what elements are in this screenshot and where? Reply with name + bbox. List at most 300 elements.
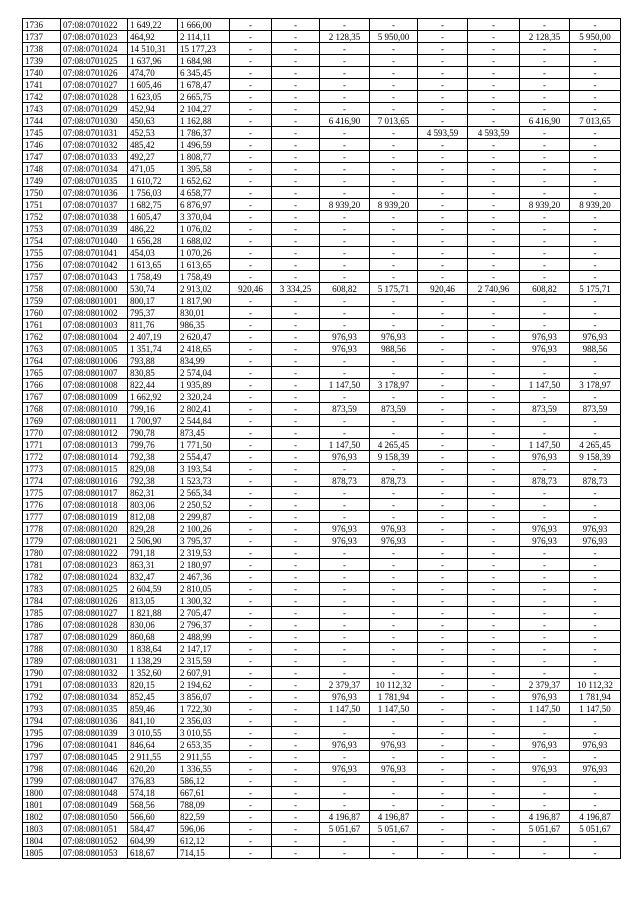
cell-value-col-8: -: [370, 187, 418, 199]
cell-value-col-5: -: [230, 43, 272, 55]
cell-value-col-8: -: [370, 319, 418, 331]
cell-value-col-3: 862,31: [128, 487, 178, 499]
cell-value-col-4: 1 786,37: [178, 127, 230, 139]
cell-value-col-7: -: [320, 103, 370, 115]
cell-value-col-5: -: [230, 211, 272, 223]
cell-value-col-7: -: [320, 427, 370, 439]
cell-cadastral-number: 07:08:0801041: [61, 739, 128, 751]
table-row: [23, 331, 621, 343]
cell-value-col-11: -: [520, 847, 570, 859]
cell-value-col-8: -: [370, 127, 418, 139]
cell-value-col-11: -: [520, 91, 570, 103]
cell-value-col-8: 976,93: [370, 763, 418, 775]
cell-value-col-12: -: [570, 775, 621, 787]
cell-cadastral-number: 07:08:0801002: [61, 307, 128, 319]
cell-value-col-12: -: [570, 511, 621, 523]
cell-value-col-11: -: [520, 715, 570, 727]
cell-value-col-5: -: [230, 487, 272, 499]
cell-value-col-11: -: [520, 235, 570, 247]
cell-value-col-3: 1 662,92: [128, 391, 178, 403]
table-row: [23, 307, 621, 319]
cell-value-col-12: -: [570, 631, 621, 643]
cell-value-col-5: -: [230, 115, 272, 127]
cell-value-col-4: 1 162,88: [178, 115, 230, 127]
cell-value-col-12: 10 112,32: [570, 679, 621, 691]
cell-row-number: 1778: [23, 523, 61, 535]
cell-row-number: 1751: [23, 199, 61, 211]
cell-row-number: 1762: [23, 331, 61, 343]
cell-value-col-12: -: [570, 91, 621, 103]
cell-value-col-7: -: [320, 175, 370, 187]
cell-value-col-5: -: [230, 235, 272, 247]
cell-value-col-4: 2 299,87: [178, 511, 230, 523]
cell-value-col-9: -: [418, 187, 468, 199]
table-row: [23, 283, 621, 295]
cell-value-col-12: 5 051,67: [570, 823, 621, 835]
cell-cadastral-number: 07:08:0701024: [61, 43, 128, 55]
cell-value-col-3: 584,47: [128, 823, 178, 835]
cell-value-col-4: 1 935,89: [178, 379, 230, 391]
cell-value-col-7: 878,73: [320, 475, 370, 487]
cell-row-number: 1768: [23, 403, 61, 415]
cell-value-col-10: -: [468, 403, 520, 415]
cell-value-col-6: -: [272, 67, 320, 79]
table-row: [23, 343, 621, 355]
cell-value-col-6: -: [272, 199, 320, 211]
cell-value-col-7: -: [320, 307, 370, 319]
cell-value-col-5: -: [230, 523, 272, 535]
cell-value-col-10: -: [468, 631, 520, 643]
cell-row-number: 1782: [23, 571, 61, 583]
cell-value-col-4: 1 336,55: [178, 763, 230, 775]
cell-value-col-12: 878,73: [570, 475, 621, 487]
table-row: [23, 559, 621, 571]
cell-value-col-6: -: [272, 247, 320, 259]
cell-value-col-3: 464,92: [128, 31, 178, 43]
cell-value-col-12: -: [570, 247, 621, 259]
cell-value-col-7: -: [320, 787, 370, 799]
table-row: [23, 823, 621, 835]
cell-value-col-10: -: [468, 811, 520, 823]
cell-value-col-8: 5 950,00: [370, 31, 418, 43]
cell-value-col-3: 530,74: [128, 283, 178, 295]
cell-cadastral-number: 07:08:0801021: [61, 535, 128, 547]
cell-value-col-3: 568,56: [128, 799, 178, 811]
cell-value-col-10: -: [468, 295, 520, 307]
cell-cadastral-number: 07:08:0701023: [61, 31, 128, 43]
cell-value-col-3: 471,05: [128, 163, 178, 175]
cell-value-col-7: 976,93: [320, 691, 370, 703]
table-row: [23, 727, 621, 739]
cell-value-col-9: -: [418, 379, 468, 391]
cell-value-col-7: 976,93: [320, 535, 370, 547]
cell-value-col-12: -: [570, 127, 621, 139]
cell-value-col-10: -: [468, 763, 520, 775]
cell-value-col-8: 7 013,65: [370, 115, 418, 127]
cell-value-col-3: 2 407,19: [128, 331, 178, 343]
cell-row-number: 1753: [23, 223, 61, 235]
table-row: [23, 199, 621, 211]
cell-value-col-10: -: [468, 571, 520, 583]
cell-value-col-7: -: [320, 583, 370, 595]
cell-value-col-7: 2 128,35: [320, 31, 370, 43]
cell-value-col-6: -: [272, 223, 320, 235]
cell-value-col-9: -: [418, 835, 468, 847]
cell-value-col-7: -: [320, 415, 370, 427]
cell-value-col-4: 873,45: [178, 427, 230, 439]
cell-value-col-9: -: [418, 679, 468, 691]
cell-value-col-12: -: [570, 607, 621, 619]
cell-value-col-9: -: [418, 523, 468, 535]
cell-cadastral-number: 07:08:0801036: [61, 715, 128, 727]
cell-value-col-8: 976,93: [370, 535, 418, 547]
cell-value-col-11: -: [520, 127, 570, 139]
cell-value-col-3: 618,67: [128, 847, 178, 859]
cell-row-number: 1772: [23, 451, 61, 463]
cell-value-col-12: -: [570, 259, 621, 271]
cell-value-col-4: 1 817,90: [178, 295, 230, 307]
cell-cadastral-number: 07:08:0701040: [61, 235, 128, 247]
cell-value-col-5: -: [230, 559, 272, 571]
cell-value-col-7: 976,93: [320, 739, 370, 751]
cell-value-col-4: 1 076,02: [178, 223, 230, 235]
cell-value-col-11: -: [520, 151, 570, 163]
cell-cadastral-number: 07:08:0701034: [61, 163, 128, 175]
cell-value-col-6: -: [272, 667, 320, 679]
cell-value-col-10: -: [468, 55, 520, 67]
cell-row-number: 1783: [23, 583, 61, 595]
table-row: [23, 667, 621, 679]
cell-value-col-9: -: [418, 343, 468, 355]
cell-row-number: 1743: [23, 103, 61, 115]
cell-value-col-11: -: [520, 415, 570, 427]
cell-value-col-8: -: [370, 547, 418, 559]
cell-value-col-11: 2 128,35: [520, 31, 570, 43]
cell-value-col-9: -: [418, 259, 468, 271]
cell-value-col-6: -: [272, 499, 320, 511]
cell-value-col-12: 988,56: [570, 343, 621, 355]
data-table: [22, 18, 621, 859]
cell-cadastral-number: 07:08:0701029: [61, 103, 128, 115]
cell-value-col-5: -: [230, 319, 272, 331]
cell-value-col-7: -: [320, 127, 370, 139]
cell-cadastral-number: 07:08:0801005: [61, 343, 128, 355]
cell-value-col-7: -: [320, 223, 370, 235]
cell-value-col-7: 976,93: [320, 763, 370, 775]
cell-value-col-6: -: [272, 115, 320, 127]
cell-value-col-3: 574,18: [128, 787, 178, 799]
cell-row-number: 1788: [23, 643, 61, 655]
cell-cadastral-number: 07:08:0701042: [61, 259, 128, 271]
cell-value-col-4: 1 678,47: [178, 79, 230, 91]
cell-value-col-5: -: [230, 187, 272, 199]
cell-value-col-10: -: [468, 703, 520, 715]
cell-value-col-7: -: [320, 391, 370, 403]
cell-value-col-7: -: [320, 91, 370, 103]
cell-value-col-7: 2 379,37: [320, 679, 370, 691]
cell-row-number: 1757: [23, 271, 61, 283]
cell-value-col-7: -: [320, 667, 370, 679]
cell-value-col-7: -: [320, 619, 370, 631]
cell-value-col-6: -: [272, 715, 320, 727]
cell-row-number: 1794: [23, 715, 61, 727]
cell-value-col-12: 5 950,00: [570, 31, 621, 43]
table-row: [23, 115, 621, 127]
cell-value-col-8: -: [370, 631, 418, 643]
cell-value-col-10: -: [468, 715, 520, 727]
cell-cadastral-number: 07:08:0801029: [61, 631, 128, 643]
cell-value-col-10: -: [468, 343, 520, 355]
cell-value-col-10: -: [468, 415, 520, 427]
cell-value-col-12: -: [570, 499, 621, 511]
cell-value-col-7: -: [320, 319, 370, 331]
cell-value-col-7: -: [320, 271, 370, 283]
cell-value-col-6: -: [272, 79, 320, 91]
cell-value-col-11: -: [520, 499, 570, 511]
cell-value-col-4: 1 688,02: [178, 235, 230, 247]
cell-value-col-7: 5 051,67: [320, 823, 370, 835]
table-row: [23, 547, 621, 559]
cell-value-col-4: 1 652,62: [178, 175, 230, 187]
cell-value-col-11: -: [520, 187, 570, 199]
cell-value-col-8: 878,73: [370, 475, 418, 487]
cell-value-col-8: -: [370, 163, 418, 175]
cell-value-col-5: -: [230, 355, 272, 367]
cell-value-col-12: -: [570, 151, 621, 163]
cell-value-col-10: -: [468, 259, 520, 271]
cell-value-col-7: -: [320, 19, 370, 31]
cell-value-col-9: 920,46: [418, 283, 468, 295]
cell-row-number: 1793: [23, 703, 61, 715]
cell-value-col-7: -: [320, 715, 370, 727]
cell-value-col-5: -: [230, 583, 272, 595]
cell-value-col-6: 3 334,25: [272, 283, 320, 295]
cell-cadastral-number: 07:08:0801003: [61, 319, 128, 331]
cell-value-col-8: -: [370, 487, 418, 499]
cell-row-number: 1747: [23, 151, 61, 163]
cell-row-number: 1785: [23, 607, 61, 619]
table-row: [23, 643, 621, 655]
cell-value-col-10: -: [468, 847, 520, 859]
cell-value-col-7: -: [320, 655, 370, 667]
cell-value-col-12: 7 013,65: [570, 115, 621, 127]
cell-value-col-8: -: [370, 571, 418, 583]
table-row: [23, 691, 621, 703]
cell-value-col-3: 474,70: [128, 67, 178, 79]
cell-value-col-12: -: [570, 223, 621, 235]
cell-value-col-5: -: [230, 259, 272, 271]
cell-value-col-6: -: [272, 559, 320, 571]
cell-value-col-6: -: [272, 631, 320, 643]
cell-value-col-10: -: [468, 607, 520, 619]
cell-row-number: 1769: [23, 415, 61, 427]
cell-value-col-8: -: [370, 259, 418, 271]
cell-value-col-12: -: [570, 391, 621, 403]
cell-value-col-11: -: [520, 163, 570, 175]
cell-value-col-3: 1 605,47: [128, 211, 178, 223]
cell-value-col-7: -: [320, 295, 370, 307]
cell-value-col-8: -: [370, 511, 418, 523]
cell-value-col-6: -: [272, 655, 320, 667]
cell-value-col-11: -: [520, 487, 570, 499]
cell-value-col-8: -: [370, 847, 418, 859]
cell-value-col-11: -: [520, 427, 570, 439]
cell-value-col-6: -: [272, 355, 320, 367]
cell-value-col-4: 612,12: [178, 835, 230, 847]
table-row: [23, 775, 621, 787]
cell-value-col-11: -: [520, 511, 570, 523]
cell-value-col-4: 2 147,17: [178, 643, 230, 655]
cell-value-col-3: 795,37: [128, 307, 178, 319]
cell-value-col-12: 5 175,71: [570, 283, 621, 295]
cell-value-col-5: -: [230, 379, 272, 391]
cell-cadastral-number: 07:08:0801035: [61, 703, 128, 715]
cell-value-col-4: 2 319,53: [178, 547, 230, 559]
cell-value-col-3: 2 506,90: [128, 535, 178, 547]
cell-value-col-10: -: [468, 19, 520, 31]
cell-value-col-3: 812,08: [128, 511, 178, 523]
cell-value-col-9: -: [418, 223, 468, 235]
cell-value-col-12: -: [570, 163, 621, 175]
cell-value-col-7: -: [320, 607, 370, 619]
cell-value-col-8: -: [370, 643, 418, 655]
cell-value-col-9: -: [418, 595, 468, 607]
cell-value-col-11: -: [520, 175, 570, 187]
cell-value-col-11: -: [520, 67, 570, 79]
cell-value-col-12: -: [570, 463, 621, 475]
cell-value-col-8: -: [370, 55, 418, 67]
cell-value-col-11: -: [520, 103, 570, 115]
cell-value-col-4: 4 658,77: [178, 187, 230, 199]
cell-value-col-3: 799,76: [128, 439, 178, 451]
cell-value-col-7: 976,93: [320, 343, 370, 355]
cell-value-col-10: -: [468, 31, 520, 43]
cell-value-col-8: -: [370, 211, 418, 223]
cell-value-col-10: -: [468, 547, 520, 559]
cell-cadastral-number: 07:08:0801012: [61, 427, 128, 439]
cell-cadastral-number: 07:08:0701031: [61, 127, 128, 139]
cell-value-col-9: -: [418, 667, 468, 679]
cell-value-col-10: -: [468, 823, 520, 835]
cell-value-col-8: 976,93: [370, 523, 418, 535]
cell-value-col-9: -: [418, 115, 468, 127]
cell-row-number: 1746: [23, 139, 61, 151]
cell-value-col-11: 1 147,50: [520, 379, 570, 391]
cell-cadastral-number: 07:08:0801025: [61, 583, 128, 595]
cell-value-col-12: -: [570, 79, 621, 91]
cell-value-col-12: -: [570, 55, 621, 67]
cell-value-col-12: -: [570, 271, 621, 283]
table-row: [23, 715, 621, 727]
cell-value-col-9: -: [418, 607, 468, 619]
cell-value-col-7: 1 147,50: [320, 439, 370, 451]
cell-row-number: 1798: [23, 763, 61, 775]
cell-row-number: 1784: [23, 595, 61, 607]
cell-value-col-10: -: [468, 655, 520, 667]
cell-value-col-7: -: [320, 559, 370, 571]
cell-row-number: 1756: [23, 259, 61, 271]
cell-row-number: 1774: [23, 475, 61, 487]
cell-value-col-9: -: [418, 175, 468, 187]
cell-value-col-9: -: [418, 643, 468, 655]
cell-value-col-10: -: [468, 199, 520, 211]
table-row: [23, 139, 621, 151]
cell-value-col-8: 873,59: [370, 403, 418, 415]
cell-value-col-9: -: [418, 631, 468, 643]
cell-value-col-11: -: [520, 391, 570, 403]
cell-value-col-12: -: [570, 787, 621, 799]
table-row: [23, 379, 621, 391]
cell-value-col-6: -: [272, 619, 320, 631]
cell-value-col-12: 1 781,94: [570, 691, 621, 703]
cell-value-col-5: -: [230, 151, 272, 163]
cell-cadastral-number: 07:08:0801022: [61, 547, 128, 559]
cell-value-col-5: -: [230, 67, 272, 79]
cell-cadastral-number: 07:08:0801023: [61, 559, 128, 571]
cell-value-col-5: -: [230, 679, 272, 691]
cell-value-col-5: -: [230, 607, 272, 619]
cell-value-col-4: 2 544,84: [178, 415, 230, 427]
table-row: [23, 91, 621, 103]
cell-value-col-3: 1 821,88: [128, 607, 178, 619]
table-row: [23, 655, 621, 667]
cell-value-col-7: -: [320, 463, 370, 475]
cell-value-col-6: -: [272, 403, 320, 415]
cell-value-col-6: -: [272, 367, 320, 379]
cell-value-col-3: 604,99: [128, 835, 178, 847]
cell-value-col-6: -: [272, 379, 320, 391]
cell-value-col-5: -: [230, 631, 272, 643]
cell-value-col-12: -: [570, 427, 621, 439]
cell-value-col-8: 1 147,50: [370, 703, 418, 715]
cell-value-col-4: 1 523,73: [178, 475, 230, 487]
cell-value-col-6: -: [272, 595, 320, 607]
table-row: [23, 439, 621, 451]
cell-value-col-7: -: [320, 751, 370, 763]
cell-cadastral-number: 07:08:0701039: [61, 223, 128, 235]
cell-row-number: 1758: [23, 283, 61, 295]
cell-value-col-11: -: [520, 547, 570, 559]
cell-value-col-3: 791,18: [128, 547, 178, 559]
cell-value-col-4: 2 911,55: [178, 751, 230, 763]
cell-value-col-4: 1 808,77: [178, 151, 230, 163]
cell-value-col-8: 5 051,67: [370, 823, 418, 835]
cell-value-col-9: -: [418, 775, 468, 787]
cell-value-col-7: -: [320, 571, 370, 583]
cell-value-col-4: 830,01: [178, 307, 230, 319]
cell-value-col-11: -: [520, 463, 570, 475]
cell-value-col-7: -: [320, 367, 370, 379]
cell-value-col-7: -: [320, 79, 370, 91]
cell-value-col-10: -: [468, 163, 520, 175]
cell-value-col-3: 830,85: [128, 367, 178, 379]
table-row: [23, 79, 621, 91]
cell-value-col-9: -: [418, 19, 468, 31]
cell-cadastral-number: 07:08:0701026: [61, 67, 128, 79]
cell-value-col-4: 1 771,50: [178, 439, 230, 451]
cell-value-col-8: -: [370, 19, 418, 31]
cell-cadastral-number: 07:08:0801006: [61, 355, 128, 367]
cell-value-col-6: -: [272, 451, 320, 463]
table-row: [23, 607, 621, 619]
cell-cadastral-number: 07:08:0801053: [61, 847, 128, 859]
cell-row-number: 1742: [23, 91, 61, 103]
cell-value-col-4: 2 607,91: [178, 667, 230, 679]
cell-value-col-9: -: [418, 703, 468, 715]
cell-value-col-12: -: [570, 211, 621, 223]
cell-value-col-10: -: [468, 679, 520, 691]
cell-value-col-4: 2 565,34: [178, 487, 230, 499]
